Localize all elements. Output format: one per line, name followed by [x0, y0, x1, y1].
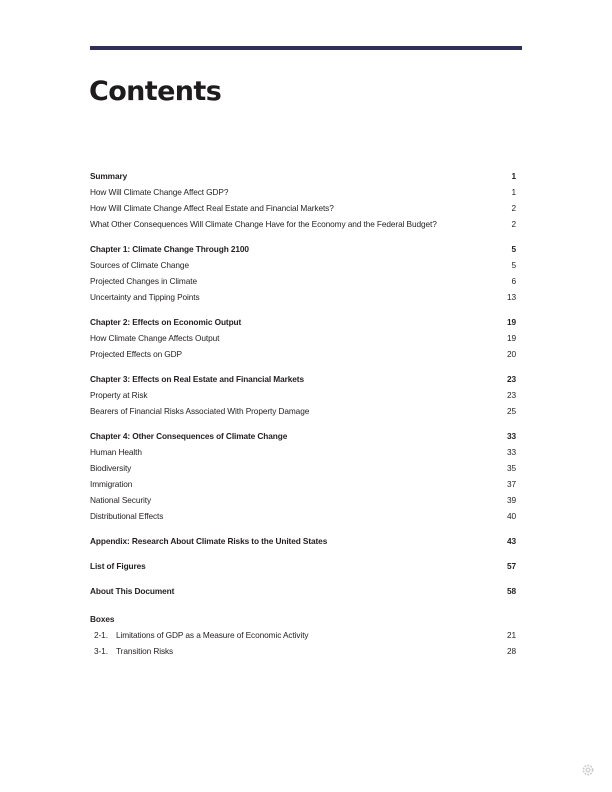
boxes-heading: Boxes: [90, 614, 115, 624]
toc-item-label: Projected Effects on GDP: [90, 349, 182, 359]
toc-entry[interactable]: [90, 186, 516, 202]
toc-page-number: 35: [506, 463, 516, 473]
toc-entry[interactable]: [90, 535, 516, 551]
toc-entry[interactable]: [90, 405, 516, 421]
toc-entry[interactable]: [90, 348, 516, 364]
box-label: Limitations of GDP as a Measure of Economic Activity: [116, 630, 309, 640]
toc-entry[interactable]: [90, 560, 516, 576]
toc-entry[interactable]: [90, 275, 516, 291]
gear-icon[interactable]: [582, 764, 594, 776]
toc-page-number: 19: [506, 317, 516, 327]
toc-entry[interactable]: [90, 430, 516, 446]
toc-section-title: Appendix: Research About Climate Risks to the United States: [90, 536, 328, 546]
toc-item-label: Projected Changes in Climate: [90, 276, 197, 286]
toc-page-number: 39: [506, 495, 516, 505]
toc-item-label: National Security: [90, 495, 152, 505]
toc-section-title: Chapter 2: Effects on Economic Output: [90, 317, 242, 327]
toc-page-number: 25: [506, 406, 516, 416]
toc-section-title: Chapter 4: Other Consequences of Climate Change: [90, 431, 288, 441]
toc-item-label: Biodiversity: [90, 463, 132, 473]
toc-box-entry[interactable]: [90, 629, 516, 645]
page-title: Contents: [89, 76, 222, 107]
toc-page-number: 20: [506, 349, 516, 359]
toc-page-number: 5: [511, 260, 516, 270]
toc-item-label: Immigration: [90, 479, 133, 489]
toc-entry[interactable]: [90, 585, 516, 601]
toc-entry[interactable]: [90, 218, 516, 234]
toc-section-about: [90, 585, 516, 601]
toc-entry[interactable]: [90, 243, 516, 259]
toc-entry[interactable]: [90, 510, 516, 526]
toc-page-number: 23: [506, 374, 516, 384]
toc-item-label: Human Health: [90, 447, 142, 457]
toc-entry[interactable]: [90, 389, 516, 405]
toc-page-number: 23: [506, 390, 516, 400]
toc-item-label: How Will Climate Change Affect Real Estate and Financial Markets?: [90, 203, 334, 213]
toc-entry[interactable]: [90, 316, 516, 332]
toc-page-number: 2: [511, 203, 516, 213]
toc-page-number: 21: [506, 630, 516, 640]
box-number: 3-1.: [94, 646, 108, 656]
toc-item-label: How Will Climate Change Affect GDP?: [90, 187, 229, 197]
toc-page-number: 58: [506, 586, 516, 596]
toc-item-label: Distributional Effects: [90, 511, 164, 521]
toc-section-appendix: [90, 535, 516, 551]
box-number: 2-1.: [94, 630, 108, 640]
toc-entry[interactable]: [90, 259, 516, 275]
toc-entry[interactable]: [90, 478, 516, 494]
toc-item-label: Sources of Climate Change: [90, 260, 189, 270]
toc-entry[interactable]: [90, 332, 516, 348]
toc-item-label: Bearers of Financial Risks Associated With Property Damage: [90, 406, 310, 416]
toc-page-number: 37: [506, 479, 516, 489]
toc-entry[interactable]: [90, 373, 516, 389]
toc-section-chapter-1: [90, 243, 516, 307]
toc-section-list-of-figures: [90, 560, 516, 576]
toc-item-label: How Climate Change Affects Output: [90, 333, 220, 343]
toc-section-title: Chapter 1: Climate Change Through 2100: [90, 244, 249, 254]
toc-section-chapter-2: [90, 316, 516, 364]
toc-page-number: 2: [511, 219, 516, 229]
toc-section-summary: [90, 170, 516, 234]
toc-section-title: Chapter 3: Effects on Real Estate and Financial Markets: [90, 374, 304, 384]
box-label: Transition Risks: [116, 646, 174, 656]
top-rule: [90, 46, 522, 50]
toc-entry[interactable]: [90, 446, 516, 462]
toc-page-number: 13: [506, 292, 516, 302]
toc-page-number: 1: [511, 187, 516, 197]
toc-section-chapter-4: [90, 430, 516, 526]
toc-entry[interactable]: [90, 462, 516, 478]
toc-page-number: 1: [511, 171, 516, 181]
toc-entry[interactable]: [90, 291, 516, 307]
toc-page-number: 28: [506, 646, 516, 656]
toc-page-number: 57: [506, 561, 516, 571]
toc-page-number: 6: [511, 276, 516, 286]
toc-page-number: 40: [506, 511, 516, 521]
toc-section-title: Summary: [90, 171, 128, 181]
toc-entry[interactable]: [90, 494, 516, 510]
toc-page-number: 43: [506, 536, 516, 546]
toc-page-number: 33: [506, 447, 516, 457]
toc-item-label: What Other Consequences Will Climate Change Have for the Economy and the Federal Budget?: [90, 219, 437, 229]
toc-section-chapter-3: [90, 373, 516, 421]
toc-page-number: 19: [506, 333, 516, 343]
toc-item-label: Uncertainty and Tipping Points: [90, 292, 200, 302]
toc-page-number: 5: [511, 244, 516, 254]
toc-section-title: List of Figures: [90, 561, 146, 571]
toc-page-number: 33: [506, 431, 516, 441]
toc-item-label: Property at Risk: [90, 390, 148, 400]
table-of-contents: [90, 170, 516, 661]
toc-entry[interactable]: [90, 170, 516, 186]
toc-box-entry[interactable]: [90, 645, 516, 661]
toc-section-title: About This Document: [90, 586, 175, 596]
toc-entry[interactable]: [90, 202, 516, 218]
